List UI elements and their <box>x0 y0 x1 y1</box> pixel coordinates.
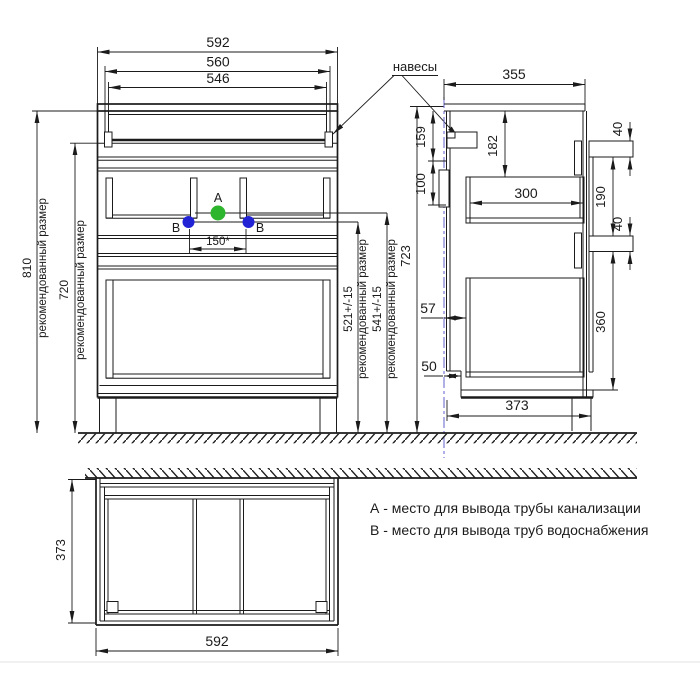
legend-line-a: А - место для вывода трубы канализации <box>370 500 641 516</box>
label-point-b-left: B <box>171 221 181 235</box>
dim-front-lower: 360 <box>593 311 608 333</box>
dim-bottom-depth: 373 <box>53 539 68 561</box>
dim-wall-gap-mid: 57 <box>420 300 436 316</box>
leg-plate-right <box>316 602 327 613</box>
dim-height-water: 521+/-15 <box>343 286 355 332</box>
lower-drawer <box>106 280 330 378</box>
dim-drawer-depth: 300 <box>514 185 538 201</box>
dim-height-body: 720 <box>57 279 71 301</box>
dim-wall-gap-low: 50 <box>421 358 437 374</box>
handle-bar-low <box>589 236 633 252</box>
dim-bar-bottom: 40 <box>610 216 625 232</box>
bottom-view-outline <box>96 478 338 625</box>
side-view-outline <box>439 104 633 431</box>
water-point-b-right <box>243 216 255 228</box>
dim-bottom-width: 592 <box>205 633 229 649</box>
hanger-bracket-low <box>439 170 449 207</box>
dim-height-cabinet: 723 <box>398 245 413 267</box>
dim-width-top: 560 <box>206 53 230 70</box>
label-point-a: A <box>213 191 223 205</box>
dim-depth-bottom: 373 <box>505 397 529 413</box>
wall-hatch <box>85 468 637 478</box>
upper-drawer-left <box>106 178 197 218</box>
front-right-dimensions <box>343 107 444 434</box>
dim-pipe-spacing: 150* <box>206 236 230 248</box>
side-leg <box>572 398 591 432</box>
front-view-outline <box>98 104 338 433</box>
dim-hanger-length: 100 <box>413 173 428 195</box>
dim-height-drain-note: рекомендованный размер <box>386 239 398 379</box>
dim-height-drain: 541+/-15 <box>372 286 384 332</box>
wall-hinge-left <box>105 132 113 147</box>
dim-depth-top: 355 <box>502 66 526 82</box>
dim-bar-gap: 190 <box>593 186 608 208</box>
dim-hanger-offset: 159 <box>413 126 428 148</box>
front-top-dimensions <box>98 34 338 114</box>
leg-plate-left <box>107 602 118 613</box>
dim-width-countertop: 592 <box>206 34 230 50</box>
handle-bar-top <box>589 141 633 157</box>
bottom-dividers <box>193 499 244 614</box>
upper-drawer-right <box>240 178 330 218</box>
front-left-dimensions <box>20 111 97 433</box>
hinges-label: навесы <box>392 59 438 74</box>
label-point-b-right: B <box>255 221 265 235</box>
drain-point-a <box>211 206 226 221</box>
front-legs <box>100 398 337 434</box>
dim-top-inset: 182 <box>485 135 500 157</box>
dim-bar-top: 40 <box>610 121 625 137</box>
floor-hatch <box>78 433 637 443</box>
bottom-view <box>53 468 637 656</box>
side-lower-drawer <box>466 278 584 377</box>
pipe-points <box>172 191 387 253</box>
dim-height-total: 810 <box>20 257 34 279</box>
legend <box>370 500 649 538</box>
hinges-callout <box>333 59 458 137</box>
dim-width-inner: 546 <box>206 70 230 86</box>
dim-height-body-note: рекомендованный размер <box>75 220 87 360</box>
side-view <box>413 66 633 458</box>
hanger-bracket-top <box>447 132 477 148</box>
dim-height-water-note: рекомендованный размер <box>357 239 369 379</box>
handle-slot-top <box>575 141 582 175</box>
front-view <box>20 34 444 433</box>
dim-height-total-note: рекомендованный размер <box>37 198 49 338</box>
water-point-b-left <box>183 216 195 228</box>
handle-slot-low <box>575 233 582 268</box>
wall-hinge-right <box>325 132 333 147</box>
legend-line-b: В - место для вывода труб водоснабжения <box>370 522 649 538</box>
